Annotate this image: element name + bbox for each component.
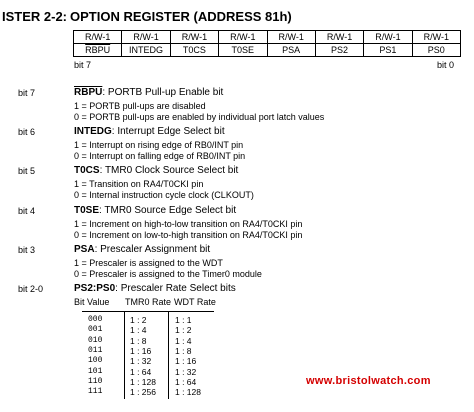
access-row	[74, 31, 461, 44]
register-bit-table	[73, 30, 461, 57]
bit-name-cell: PS0	[412, 44, 460, 57]
bit-option-line: 0 = Internal instruction cycle clock (CLKOUT)	[74, 190, 254, 200]
bit-title: RBPU: PORTB Pull-up Enable bit	[74, 87, 224, 98]
bit-option-line: 0 = Interrupt on falling edge of RB0/INT pin	[74, 151, 246, 161]
bit-number: bit 5	[18, 166, 36, 176]
tmr0-rate-cell: 1 : 8	[130, 335, 147, 346]
prescaler-header-bit-value: Bit Value	[74, 297, 110, 307]
bit-option-line: 1 = Prescaler is assigned to the WDT	[74, 258, 223, 268]
bit-title: INTEDG: Interrupt Edge Select bit	[74, 126, 225, 137]
tmr0-rate-cell: 1 : 64	[130, 366, 152, 377]
wdt-rate-cell: 1 : 4	[175, 335, 192, 346]
bit-option-line: 1 = Interrupt on rising edge of RB0/INT pin	[74, 140, 244, 150]
name-row	[74, 44, 461, 57]
bit-value-cell: 110	[88, 376, 103, 386]
bit-name-cell: PS2	[315, 44, 363, 57]
bit-title: T0SE: TMR0 Source Edge Select bit	[74, 205, 237, 216]
bit-option-line: 0 = Increment on low-to-high transition on RA4/T0CKI pin	[74, 230, 303, 240]
tmr0-rate-cell: 1 : 32	[130, 356, 152, 367]
prescaler-header-tmr0: TMR0 Rate	[125, 297, 172, 307]
bit-option-line: 0 = Prescaler is assigned to the Timer0 module	[74, 269, 262, 279]
access-cell: R/W-1	[74, 31, 122, 44]
bit-value-cell: 000	[88, 315, 103, 324]
wdt-rate-cell: 1 : 32	[175, 366, 197, 377]
bit-value-cell: 100	[88, 356, 103, 366]
bit-number: bit 2-0	[18, 284, 44, 294]
bit-value-cell: 011	[88, 345, 103, 355]
watermark-url: www.bristolwatch.com	[306, 375, 431, 387]
bit-title: PS2:PS0: Prescaler Rate Select bits	[74, 283, 236, 294]
bit-option-line: 1 = Transition on RA4/T0CKI pin	[74, 179, 204, 189]
bit-value-cell: 001	[88, 325, 103, 335]
rbpu-label: RBPU	[85, 44, 111, 55]
tmr0-rate-cell: 1 : 4	[130, 325, 147, 336]
access-cell: R/W-1	[219, 31, 267, 44]
tmr0-rate-cell: 1 : 16	[130, 345, 152, 356]
bit-high-label: bit 7	[74, 60, 92, 70]
bit-value-cell: 010	[88, 335, 103, 345]
register-title: OPTION REGISTER (ADDRESS 81h)	[70, 9, 292, 24]
tmr0-rate-cell: 1 : 128	[130, 376, 156, 387]
bit-name-cell: PSA	[267, 44, 315, 57]
access-cell: R/W-1	[412, 31, 460, 44]
wdt-rate-cell: 1 : 2	[175, 325, 192, 336]
bit-name-cell: PS1	[364, 44, 412, 57]
bit-name-cell: INTEDG	[122, 44, 170, 57]
access-cell: R/W-1	[267, 31, 315, 44]
bit-name-cell	[74, 44, 122, 57]
table-column-divider	[168, 311, 169, 399]
wdt-rate-cell: 1 : 1	[175, 315, 192, 325]
bit-number: bit 4	[18, 206, 36, 216]
bit-name-cell: T0CS	[170, 44, 218, 57]
bit-value-cell: 111	[88, 387, 103, 397]
table-column-divider	[124, 311, 125, 399]
bit-title: PSA: Prescaler Assignment bit	[74, 244, 211, 255]
bit-value-cell: 101	[88, 366, 103, 376]
table-rule	[82, 311, 214, 312]
tmr0-rate-cell: 1 : 2	[130, 315, 147, 325]
wdt-rate-cell: 1 : 64	[175, 376, 197, 387]
prescaler-header-wdt: WDT Rate	[174, 297, 216, 307]
access-cell: R/W-1	[364, 31, 412, 44]
register-number: ISTER 2-2:	[2, 9, 68, 24]
tmr0-rate-cell: 1 : 256	[130, 387, 156, 398]
bit-number: bit 7	[18, 88, 36, 98]
access-cell: R/W-1	[170, 31, 218, 44]
bit-title: T0CS: TMR0 Clock Source Select bit	[74, 165, 239, 176]
wdt-rate-cell: 1 : 16	[175, 356, 197, 367]
wdt-rate-cell: 1 : 128	[175, 387, 201, 398]
access-cell: R/W-1	[315, 31, 363, 44]
bit-option-line: 1 = PORTB pull-ups are disabled	[74, 101, 206, 111]
bit-name-cell: T0SE	[219, 44, 267, 57]
bit-number: bit 3	[18, 245, 36, 255]
access-cell: R/W-1	[122, 31, 170, 44]
bit-option-line: 0 = PORTB pull-ups are enabled by individual port latch values	[74, 112, 325, 122]
bit-low-label: bit 0	[437, 60, 455, 70]
bit-number: bit 6	[18, 127, 36, 137]
wdt-rate-cell: 1 : 8	[175, 345, 192, 356]
bit-option-line: 1 = Increment on high-to-low transition on RA4/T0CKI pin	[74, 219, 303, 229]
